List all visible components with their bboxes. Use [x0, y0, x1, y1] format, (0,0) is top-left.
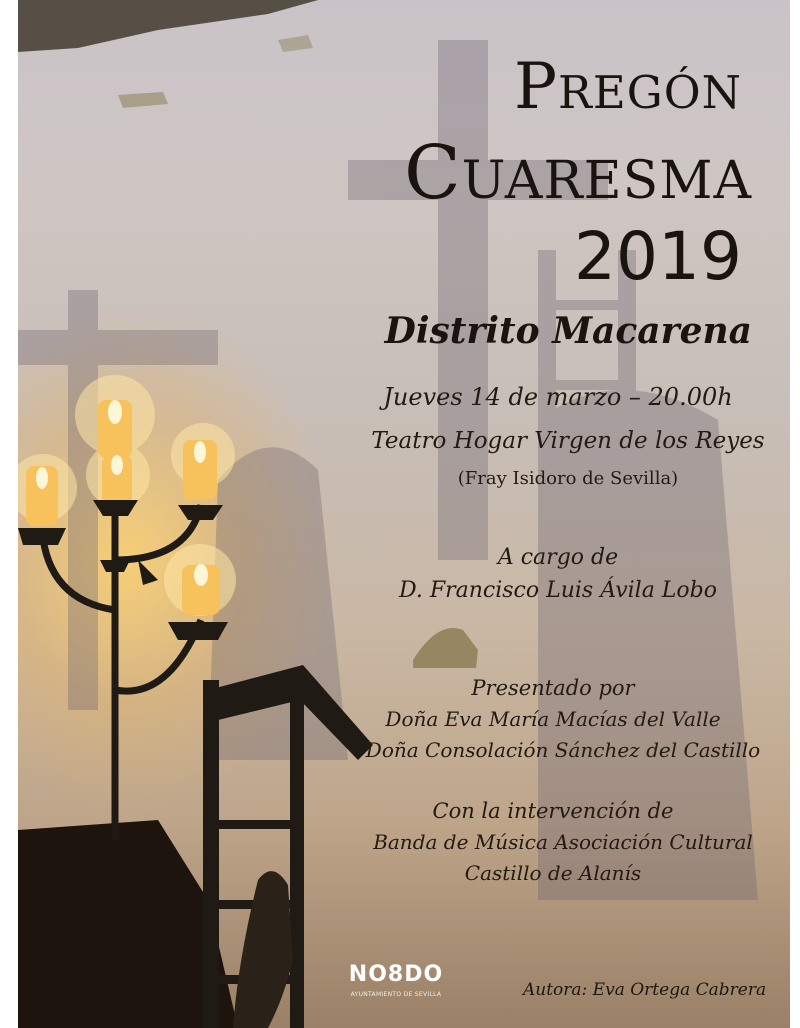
- title-year: 2019: [574, 218, 742, 295]
- poster-author: Autora: Eva Ortega Cabrera: [523, 980, 767, 1000]
- statue-silhouette: [233, 871, 293, 1028]
- event-date-time: Jueves 14 de marzo – 20.00h: [383, 383, 733, 411]
- venue-note: (Fray Isidoro de Sevilla): [457, 468, 679, 489]
- district-name: Distrito Macarena: [384, 310, 752, 352]
- presenter-name: Doña Eva María Macías del Valle: [385, 707, 721, 731]
- poster: [18, 0, 790, 1028]
- presenter-name: Doña Consolación Sánchez del Castillo: [365, 738, 761, 762]
- band-name-line: Banda de Música Asociación Cultural: [373, 830, 753, 854]
- logo-subtext: AYUNTAMIENTO DE SEVILLA: [350, 991, 442, 998]
- band-intro: Con la intervención de: [432, 799, 674, 823]
- band-name-line: Castillo de Alanís: [464, 861, 642, 885]
- wall-stain: [118, 92, 168, 108]
- city-logo: [341, 962, 451, 998]
- logo-text: NO8DO: [348, 962, 444, 987]
- wall-figurine: [413, 628, 478, 668]
- presenters-intro: Presentado por: [471, 676, 635, 700]
- speaker-intro: A cargo de: [497, 545, 619, 570]
- speaker-name: D. Francisco Luis Ávila Lobo: [398, 578, 717, 603]
- wall-crack-top: [18, 0, 318, 52]
- wall-stain: [278, 35, 313, 52]
- title-line-1: Pregón: [513, 50, 742, 124]
- title-line-2: Cuaresma: [404, 130, 752, 216]
- event-venue: Teatro Hogar Virgen de los Reyes: [371, 428, 765, 454]
